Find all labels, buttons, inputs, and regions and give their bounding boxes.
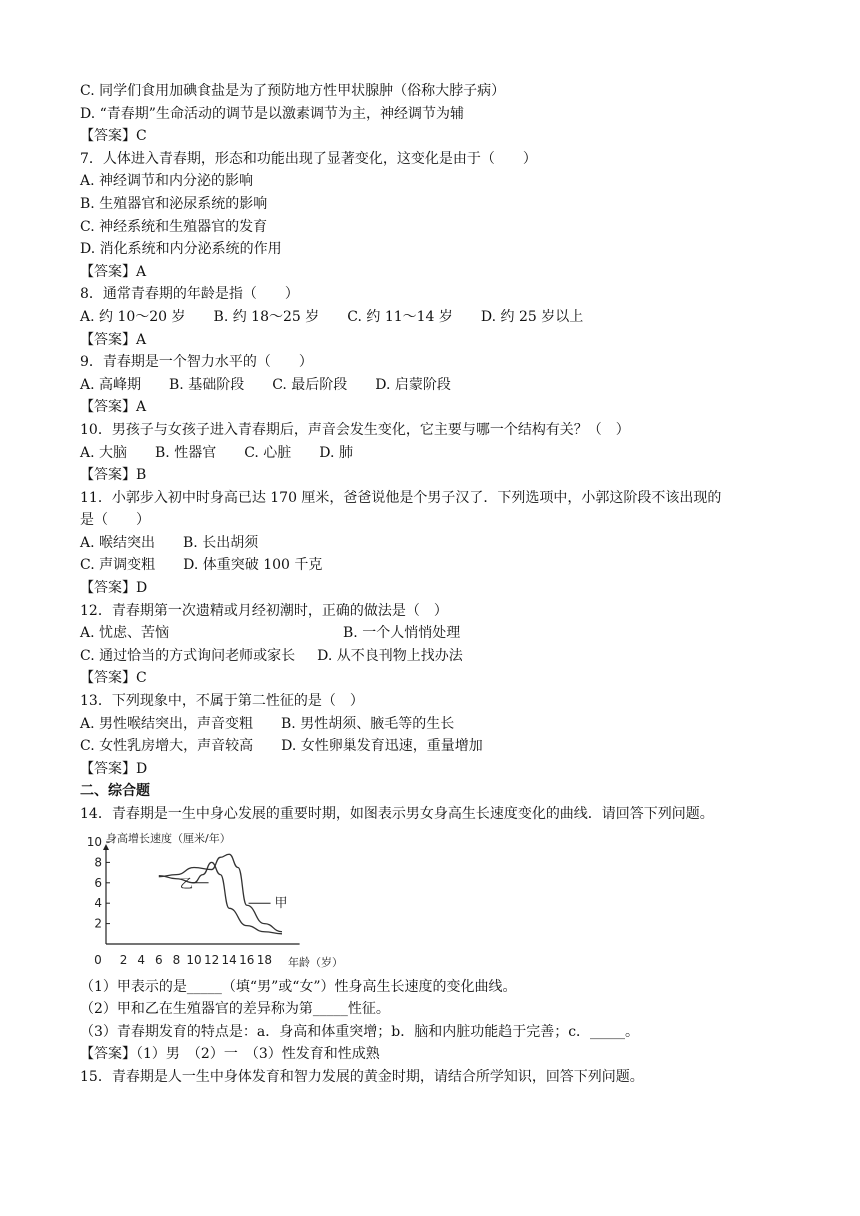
y-axis-label: 身高增长速度（厘米/年）: [106, 831, 231, 845]
growth-chart-figure: [80, 826, 800, 976]
question-15: 15．青春期是人一生中身体发育和智力发展的黄金时期，请结合所学知识，回答下列问题。: [80, 1068, 644, 1085]
option-row: [80, 622, 800, 645]
x-tick-label: 16: [239, 952, 255, 967]
subquestion-14-2: （2）甲和乙在生殖器官的差异称为第_____性征。: [80, 1001, 390, 1018]
x-tick-label: 10: [186, 952, 202, 967]
question-9: 9．青春期是一个智力水平的（ ）: [80, 354, 313, 371]
x-tick-label: 14: [221, 952, 237, 967]
question-7: 7．人体进入青春期，形态和功能出现了显著变化，这变化是由于（ ）: [80, 150, 537, 167]
option-line: A. 大脑 B. 性器官 C. 心脏 D. 肺: [80, 444, 353, 461]
x-tick-label: 6: [154, 952, 163, 967]
x-tick-label: 2: [119, 952, 128, 967]
question-12: 12．青春期第一次遗精或月经初潮时，正确的做法是（ ）: [80, 602, 448, 619]
question-11: 11．小郭步入初中时身高已达 170 厘米，爸爸说他是个男子汉了．下列选项中，小郭这阶段不该出现的: [80, 489, 722, 506]
answer-line: 【答案】D: [80, 760, 148, 777]
question-11-cont: 是（ ）: [80, 512, 150, 529]
y-tick-label: 8: [94, 854, 102, 869]
answer-line: 【答案】A: [80, 399, 147, 416]
section-heading: 二、综合题: [80, 783, 150, 800]
answer-line: 【答案】B: [80, 467, 147, 484]
option-d: D. 从不良刊物上找办法: [317, 647, 463, 664]
option-row: [80, 645, 800, 668]
series-label-yi: 乙: [179, 876, 193, 892]
option-line: D. 消化系统和内分泌系统的作用: [80, 241, 282, 258]
answer-line: 【答案】A: [80, 263, 147, 280]
option-line: C. 神经系统和生殖器官的发育: [80, 218, 268, 235]
x-tick-label: 12: [203, 952, 220, 967]
x-tick-label: 8: [172, 952, 181, 967]
option-line: C. 女性乳房增大，声音较高 D. 女性卵巢发育迅速，重量增加: [80, 738, 483, 755]
subquestion-14-1: （1）甲表示的是_____（填“男”或“女”）性身高生长速度的变化曲线。: [80, 978, 517, 995]
option-b: B. 一个人悄悄处理: [343, 625, 461, 642]
y-tick-label: 6: [94, 875, 102, 890]
growth-rate-chart: [84, 828, 354, 974]
answer-line: 【答案】D: [80, 580, 148, 597]
x-tick-label: 18: [256, 952, 273, 967]
subquestion-14-3: （3）青春期发育的特点是：a．身高和体重突增；b．脑和内脏功能趋于完善；c．_____。: [80, 1023, 640, 1040]
option-line: D. “青春期”生命活动的调节是以激素调节为主，神经调节为辅: [80, 105, 464, 122]
option-a: A. 忧虑、苦恼: [80, 625, 170, 642]
y-tick-label: 4: [94, 895, 102, 910]
option-c: C. 通过恰当的方式询问老师或家长: [80, 647, 296, 664]
option-line: A. 高峰期 B. 基础阶段 C. 最后阶段 D. 启蒙阶段: [80, 376, 451, 393]
option-line: B. 生殖器官和泌尿系统的影响: [80, 195, 268, 212]
option-line: A. 约 10～20 岁 B. 约 18～25 岁 C. 约 11～14 岁 D. 约 25 岁以上: [80, 308, 584, 325]
option-line: C. 同学们食用加碘食盐是为了预防地方性甲状腺肿（俗称大脖子病）: [80, 83, 506, 99]
x-axis-label: 年龄（岁）: [288, 955, 343, 969]
option-line: C. 声调变粗 D. 体重突破 100 千克: [80, 557, 323, 574]
question-13: 13．下列现象中，不属于第二性征的是（ ）: [80, 693, 364, 710]
answer-line: 【答案】（1）男 （2）一 （3）性发育和性成熟: [80, 1046, 380, 1063]
y-tick-label: 10: [86, 834, 102, 849]
question-10: 10．男孩子与女孩子进入青春期后，声音会发生变化，它主要与哪一个结构有关？（ ）: [80, 421, 630, 438]
series-label-jia: 甲: [274, 895, 288, 911]
option-line: A. 男性喉结突出，声音变粗 B. 男性胡须、腋毛等的生长: [80, 715, 455, 732]
answer-line: 【答案】A: [80, 331, 147, 348]
option-line: A. 喉结突出 B. 长出胡须: [80, 534, 259, 551]
document-page: [80, 80, 800, 1089]
question-8: 8．通常青春期的年龄是指（ ）: [80, 286, 299, 303]
question-14: 14．青春期是一生中身心发展的重要时期，如图表示男女身高生长速度变化的曲线．请回答下列问题。: [80, 806, 714, 822]
x-tick-label: 0: [94, 952, 102, 967]
y-tick-label: 2: [94, 916, 102, 931]
answer-line: 【答案】C: [80, 128, 147, 145]
series-line-jia: [159, 854, 282, 932]
x-tick-label: 4: [137, 952, 146, 967]
answer-line: 【答案】C: [80, 670, 147, 687]
option-line: A. 神经调节和内分泌的影响: [80, 173, 254, 190]
